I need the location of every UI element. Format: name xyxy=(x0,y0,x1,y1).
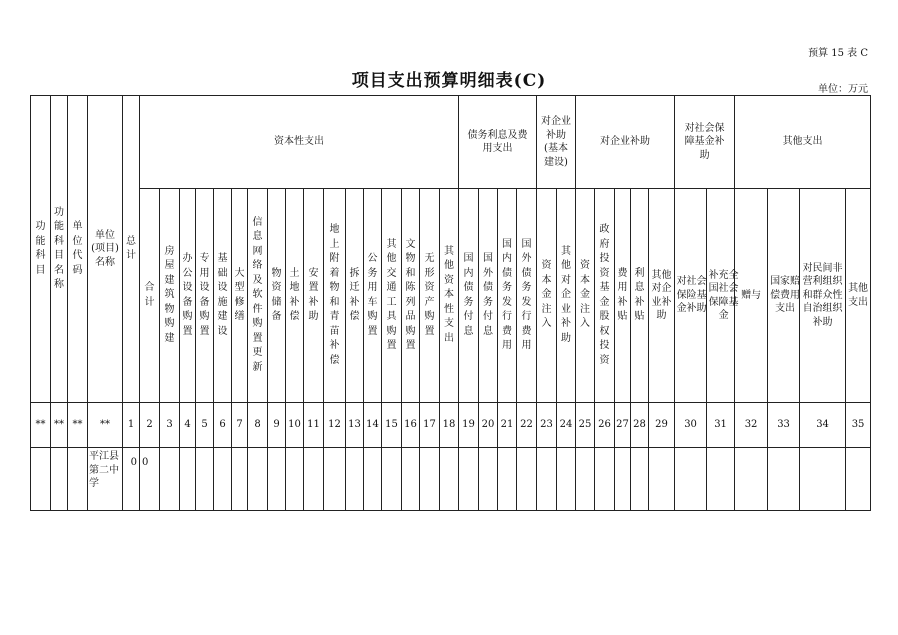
sub-header: 公务用车购置 xyxy=(364,189,382,403)
data-cell xyxy=(51,448,68,511)
index-cell: 16 xyxy=(402,403,420,448)
sub-header: 其他资本性支出 xyxy=(440,189,459,403)
index-cell: 12 xyxy=(324,403,346,448)
index-cell: 26 xyxy=(595,403,615,448)
sub-header: 国外债务发行费用 xyxy=(517,189,537,403)
data-cell xyxy=(846,448,871,511)
data-cell xyxy=(537,448,557,511)
data-cell xyxy=(304,448,324,511)
data-cell xyxy=(459,448,479,511)
sub-header: 其他对企业补助 xyxy=(557,189,576,403)
data-cell xyxy=(382,448,402,511)
sub-header: 费用补贴 xyxy=(615,189,631,403)
index-cell: 5 xyxy=(196,403,214,448)
sub-header: 对民间非营利组织和群众性自治组织补助 xyxy=(800,189,846,403)
sub-header: 合计 xyxy=(140,189,160,403)
data-cell xyxy=(232,448,248,511)
group-debt: 债务利息及费用支出 xyxy=(459,96,537,189)
data-cell xyxy=(268,448,286,511)
data-cell xyxy=(498,448,517,511)
data-cell xyxy=(324,448,346,511)
index-cell: 6 xyxy=(214,403,232,448)
sub-header: 专用设备购置 xyxy=(196,189,214,403)
index-cell: 24 xyxy=(557,403,576,448)
group-enterprise: 对企业补助 xyxy=(576,96,675,189)
sub-header: 大型修缮 xyxy=(232,189,248,403)
page-title: 项目支出预算明细表(C) xyxy=(351,71,547,91)
index-cell: 23 xyxy=(537,403,557,448)
sub-header: 房屋建筑物购建 xyxy=(160,189,180,403)
header-func-name: 功能科目名称 xyxy=(51,96,68,403)
group-capital: 资本性支出 xyxy=(140,96,459,189)
sub-header: 资本金注入 xyxy=(537,189,557,403)
sub-header: 政府投资基金股权投资 xyxy=(595,189,615,403)
data-cell xyxy=(479,448,498,511)
sub-header: 资本金注入 xyxy=(576,189,595,403)
data-cell xyxy=(768,448,800,511)
index-cell: 4 xyxy=(180,403,196,448)
index-cell: 27 xyxy=(615,403,631,448)
sub-header: 其他交通工具购置 xyxy=(382,189,402,403)
data-cell xyxy=(402,448,420,511)
data-cell xyxy=(346,448,364,511)
index-cell: 18 xyxy=(440,403,459,448)
sub-header: 信息网络及软件购置更新 xyxy=(248,189,268,403)
sub-header: 其他支出 xyxy=(846,189,871,403)
sub-header: 物资储备 xyxy=(268,189,286,403)
sub-header: 无形资产购置 xyxy=(420,189,440,403)
data-cell xyxy=(68,448,88,511)
data-cell xyxy=(631,448,649,511)
header-func-subject: 功能科目 xyxy=(31,96,51,403)
subtotal-value: 0 xyxy=(140,448,160,511)
data-cell xyxy=(31,448,51,511)
data-cell xyxy=(615,448,631,511)
data-cell xyxy=(735,448,768,511)
sub-header: 国家赔偿费用支出 xyxy=(768,189,800,403)
sub-header: 办公设备购置 xyxy=(180,189,196,403)
index-cell: 35 xyxy=(846,403,871,448)
sub-header: 国内债务发行费用 xyxy=(498,189,517,403)
sub-header: 文物和陈列品购置 xyxy=(402,189,420,403)
sub-header: 安置补助 xyxy=(304,189,324,403)
index-cell: 2 xyxy=(140,403,160,448)
index-cell: ** xyxy=(88,403,123,448)
data-cell xyxy=(364,448,382,511)
sub-header: 对社会保险基金补助 xyxy=(675,189,707,403)
data-cell xyxy=(214,448,232,511)
index-cell: 28 xyxy=(631,403,649,448)
data-cell xyxy=(595,448,615,511)
group-enterprise-capital: 对企业补助(基本建设) xyxy=(537,96,576,189)
unit-name-cell: 平江县第二中学 xyxy=(88,448,123,511)
index-cell: 8 xyxy=(248,403,268,448)
data-cell xyxy=(517,448,537,511)
index-cell: 21 xyxy=(498,403,517,448)
group-social: 对社会保障基金补助 xyxy=(675,96,735,189)
index-cell: 19 xyxy=(459,403,479,448)
index-cell: 10 xyxy=(286,403,304,448)
data-cell xyxy=(160,448,180,511)
total-value: 0 xyxy=(123,448,140,511)
index-cell: 3 xyxy=(160,403,180,448)
data-cell xyxy=(675,448,707,511)
header-total: 总计 xyxy=(123,96,140,403)
index-cell: 11 xyxy=(304,403,324,448)
index-cell: 32 xyxy=(735,403,768,448)
data-cell xyxy=(196,448,214,511)
index-cell: ** xyxy=(51,403,68,448)
index-cell: 29 xyxy=(649,403,675,448)
sub-header: 地上附着物和青苗补偿 xyxy=(324,189,346,403)
group-other: 其他支出 xyxy=(735,96,871,189)
data-cell xyxy=(800,448,846,511)
index-cell: 7 xyxy=(232,403,248,448)
data-cell xyxy=(248,448,268,511)
index-cell: ** xyxy=(31,403,51,448)
sub-header: 拆迁补偿 xyxy=(346,189,364,403)
data-cell xyxy=(180,448,196,511)
header-unit-code: 单位代码 xyxy=(68,96,88,403)
data-cell xyxy=(576,448,595,511)
data-cell xyxy=(557,448,576,511)
index-cell: 31 xyxy=(707,403,735,448)
index-cell: 33 xyxy=(768,403,800,448)
sub-header: 利息补贴 xyxy=(631,189,649,403)
data-cell xyxy=(286,448,304,511)
index-cell: 20 xyxy=(479,403,498,448)
sub-header: 基础设施建设 xyxy=(214,189,232,403)
index-cell: 15 xyxy=(382,403,402,448)
header-unit-name: 单位(项目)名称 xyxy=(88,96,123,403)
data-cell xyxy=(440,448,459,511)
index-cell: 22 xyxy=(517,403,537,448)
index-cell: ** xyxy=(68,403,88,448)
data-cell xyxy=(649,448,675,511)
data-cell xyxy=(707,448,735,511)
index-cell: 17 xyxy=(420,403,440,448)
sub-header: 土地补偿 xyxy=(286,189,304,403)
index-cell: 13 xyxy=(346,403,364,448)
index-cell: 30 xyxy=(675,403,707,448)
index-cell: 25 xyxy=(576,403,595,448)
index-cell: 34 xyxy=(800,403,846,448)
unit-label: 单位：万元 xyxy=(818,84,868,95)
index-cell: 9 xyxy=(268,403,286,448)
sub-header: 国内债务付息 xyxy=(459,189,479,403)
sub-header: 国外债务付息 xyxy=(479,189,498,403)
budget-table xyxy=(30,95,871,511)
index-cell: 1 xyxy=(123,403,140,448)
sub-header: 补充全国社会保障基金 xyxy=(707,189,735,403)
form-number: 预算 15 表 C xyxy=(808,48,868,59)
data-cell xyxy=(420,448,440,511)
index-cell: 14 xyxy=(364,403,382,448)
sub-header: 其他对企业补助 xyxy=(649,189,675,403)
sub-header: 赠与 xyxy=(735,189,768,403)
